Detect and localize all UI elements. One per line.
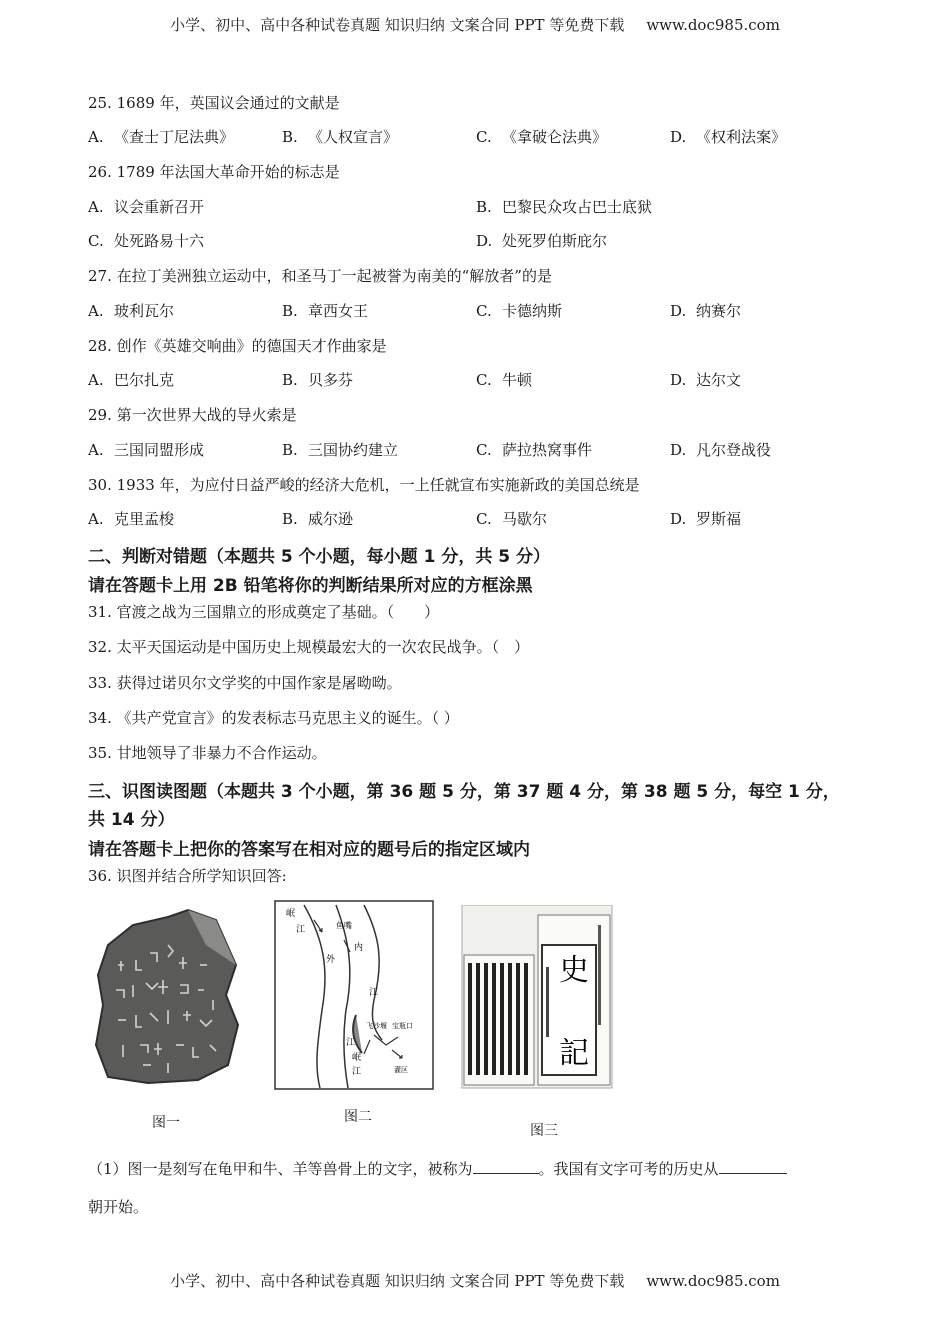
- q28-option-b: B. 贝多芬: [282, 371, 354, 389]
- map-label-guanqu: 灌区: [394, 1066, 408, 1074]
- q29-option-a: A. 三国同盟形成: [88, 441, 205, 459]
- header-text: 小学、初中、高中各种试卷真题 知识归纳 文案合同 PPT 等免费下载: [170, 16, 625, 34]
- q26-option-b: B. 巴黎民众攻占巴士底狱: [476, 198, 653, 216]
- q25-option-d: D. 《权利法案》: [670, 128, 787, 146]
- map-label-nei: 内: [354, 943, 364, 953]
- q28-option-c: C. 牛顿: [476, 371, 533, 389]
- q26-option-c: C. 处死路易十六: [88, 232, 205, 250]
- figure-3-caption: 图三: [530, 1123, 558, 1139]
- section-2-title: 二、判断对错题（本题共 5 个小题，每小题 1 分，共 5 分）: [88, 547, 550, 567]
- map-label-baoping: 宝瓶口: [392, 1022, 413, 1030]
- figure-2-caption: 图二: [344, 1109, 372, 1125]
- q28-option-a: A. 巴尔扎克: [88, 371, 175, 389]
- oracle-bone-image: [88, 905, 240, 1085]
- q30-option-d: D. 罗斯福: [670, 510, 742, 528]
- question-33: 33. 获得过诺贝尔文学奖的中国作家是屠呦呦。: [88, 674, 402, 692]
- q27-option-b: B. 章西女王: [282, 302, 369, 320]
- question-26: 26. 1789 年法国大革命开始的标志是: [88, 163, 340, 181]
- section-3-title-cont: 共 14 分）: [88, 810, 175, 830]
- q29-option-d: D. 凡尔登战役: [670, 441, 772, 459]
- dujiangyan-map: [274, 900, 434, 1090]
- question-34: 34. 《共产党宣言》的发表标志马克思主义的诞生。（ ）: [88, 709, 459, 727]
- question-25: 25. 1689 年，英国议会通过的文献是: [88, 94, 340, 112]
- map-label-jiang-bottom: 江: [352, 1067, 362, 1077]
- book-title-char-1: 史: [559, 953, 589, 988]
- q27-option-c: C. 卡德纳斯: [476, 302, 563, 320]
- map-label-yuzui: 鱼嘴: [336, 921, 352, 930]
- footer-url[interactable]: www.doc985.com: [646, 1272, 780, 1290]
- question-29: 29. 第一次世界大战的导火索是: [88, 406, 297, 424]
- section-3-instructions: 请在答题卡上把你的答案写在相对应的题号后的指定区域内: [88, 840, 530, 860]
- question-28: 28. 创作《英雄交响曲》的德国天才作曲家是: [88, 337, 387, 355]
- question-36-part-1-cont: 朝开始。: [88, 1198, 149, 1216]
- map-label-jiang-top: 江: [296, 925, 306, 935]
- question-31: 31. 官渡之战为三国鼎立的形成奠定了基础。（ ）: [88, 603, 440, 621]
- map-label-min-bottom: 岷: [352, 1053, 362, 1063]
- figure-1-caption: 图一: [152, 1115, 180, 1131]
- map-label-feisha: 飞沙堰: [366, 1022, 387, 1030]
- shiji-book-image: [458, 905, 620, 1090]
- question-32: 32. 太平天国运动是中国历史上规模最宏大的一次农民战争。（ ）: [88, 638, 530, 656]
- question-27: 27. 在拉丁美洲独立运动中，和圣马丁一起被誉为南美的“解放者”的是: [88, 267, 552, 285]
- header-url[interactable]: www.doc985.com: [646, 16, 780, 34]
- q27-option-a: A. 玻利瓦尔: [88, 302, 175, 320]
- q30-option-a: A. 克里孟梭: [88, 510, 175, 528]
- book-title-char-2: 記: [559, 1036, 589, 1071]
- page-header: [0, 14, 950, 35]
- map-label-nei-jiang: 江: [369, 988, 379, 998]
- page-footer: [0, 1270, 950, 1291]
- section-2-instructions: 请在答题卡上用 2B 铅笔将你的判断结果所对应的方框涂黑: [88, 576, 533, 596]
- q26-option-a: A. 议会重新召开: [88, 198, 205, 216]
- q26-option-d: D. 处死罗伯斯庇尔: [476, 232, 608, 250]
- q29-option-c: C. 萨拉热窝事件: [476, 441, 593, 459]
- question-30: 30. 1933 年，为应付日益严峻的经济大危机，一上任就宣布实施新政的美国总统是: [88, 476, 640, 494]
- map-label-min-top: 岷: [286, 909, 296, 919]
- answer-blank-2[interactable]: [719, 1173, 787, 1174]
- footer-text: 小学、初中、高中各种试卷真题 知识归纳 文案合同 PPT 等免费下载: [170, 1272, 625, 1290]
- q28-option-d: D. 达尔文: [670, 371, 742, 389]
- q27-option-d: D. 纳赛尔: [670, 302, 742, 320]
- answer-blank-1[interactable]: [473, 1173, 539, 1174]
- map-label-wai: 外: [326, 955, 336, 965]
- question-36: 36. 识图并结合所学知识回答:: [88, 867, 287, 885]
- q30-option-b: B. 威尔逊: [282, 510, 354, 528]
- q29-option-b: B. 三国协约建立: [282, 441, 399, 459]
- q30-option-c: C. 马歇尔: [476, 510, 548, 528]
- question-35: 35. 甘地领导了非暴力不合作运动。: [88, 744, 327, 762]
- question-36-part-1: （1）图一是刻写在龟甲和牛、羊等兽骨上的文字，被称为 。我国有文字可考的历史从: [88, 1158, 787, 1179]
- map-label-wai-jiang: 江: [346, 1038, 356, 1048]
- q25-option-c: C. 《拿破仑法典》: [476, 128, 608, 146]
- q25-option-a: A. 《查士丁尼法典》: [88, 128, 235, 146]
- q25-option-b: B. 《人权宣言》: [282, 128, 399, 146]
- section-3-title: 三、识图读图题（本题共 3 个小题，第 36 题 5 分，第 37 题 4 分，第 38 题 5 分，每空 1 分，: [88, 782, 840, 802]
